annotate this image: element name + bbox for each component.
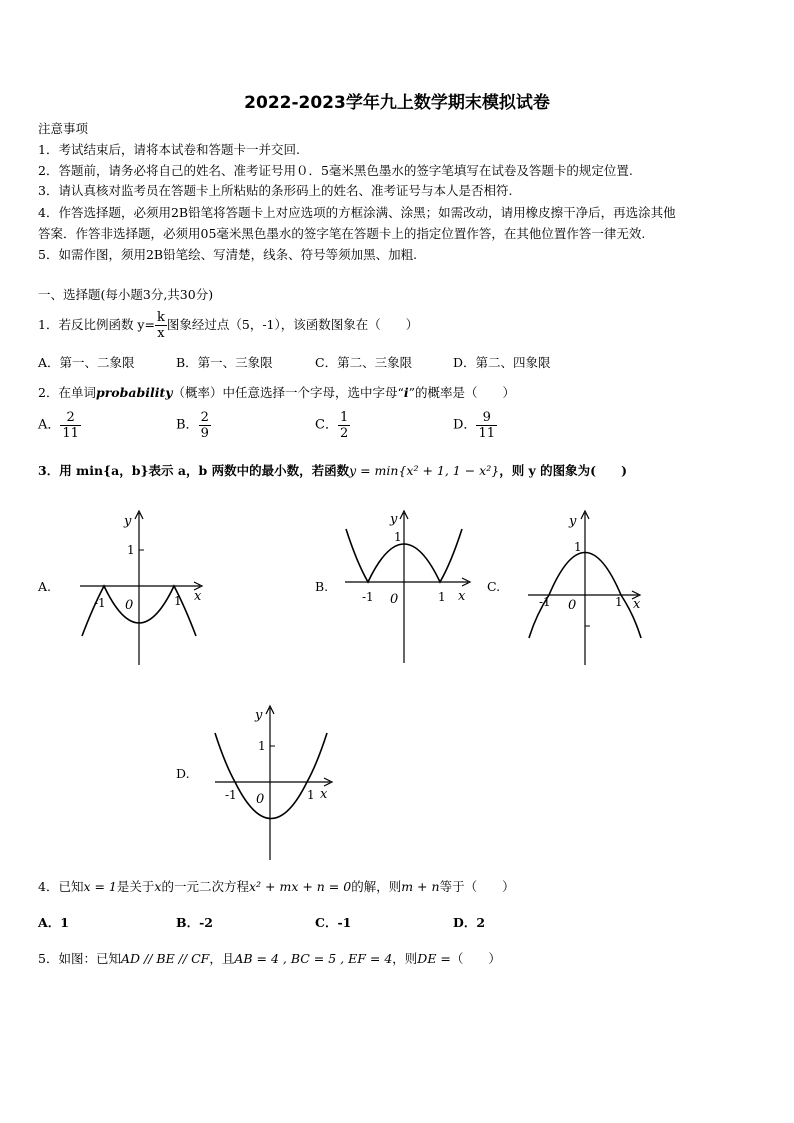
given-lengths: AB = 4 , BC = 5 , EF = 4 [234,951,393,966]
notice-item: 4．作答选择题，必须用2B铅笔将答题卡上对应选项的方框涂满、涂黑；如需改动，请用橡皮擦干净后，再选涂其他 [38,205,676,220]
x-label: x [194,589,202,604]
tick-label-neg-one: -1 [225,788,237,802]
notice-item: 5．如需作图，须用2B铅笔绘、写清楚，线条、符号等须加黑、加粗. [38,247,418,262]
tick-label-one-x: 1 [174,594,182,608]
fraction-denominator: 2 [339,426,349,441]
option-c [315,410,350,441]
x-label: x [633,597,641,612]
fraction-numerator: 2 [200,410,209,425]
origin-label: 0 [125,598,134,613]
option-d [453,410,497,441]
option-label: B． [176,417,199,433]
y-label: y [255,708,263,723]
tick-label-one-x: 1 [307,788,315,802]
graph-option-a-label: A. [38,579,52,594]
question-1 [38,308,418,342]
option-a [38,410,81,441]
letter-i: i [403,385,409,400]
question-3 [38,462,627,480]
graph-option-c [523,505,648,667]
option-label: C． [315,417,338,433]
option-a: A．1 [38,915,69,930]
tick-label-one: 1 [394,530,402,544]
word-probability: probability [95,385,173,400]
notice-item: 3．请认真核对监考员在答题卡上所粘贴的条形码上的姓名、准考证号与本人是否相符. [38,183,513,198]
x-label: x [458,589,466,604]
fraction-denominator: 11 [478,426,495,441]
option-c: C．-1 [315,915,352,930]
question-5-suffix: （ ） [450,951,501,966]
graph-option-d [205,700,345,862]
question-4-mid: 的解，则 [351,879,402,894]
tick-label-one: 1 [127,543,135,557]
option-label: A． [38,417,61,433]
tick-label-neg-one: -1 [539,595,551,609]
question-4 [38,878,515,896]
option-d: D．2 [453,915,486,930]
fraction-denominator: 11 [62,426,79,441]
y-label: y [124,514,132,529]
question-5-mid: ，且 [209,951,235,966]
option-b: B．-2 [176,915,213,930]
option-fraction [338,410,350,441]
y-label: y [390,512,398,527]
graph-option-d-label: D. [176,766,190,781]
question-4-suffix: 等于（ ） [439,879,515,894]
fraction-denominator: 9 [200,426,209,441]
function-formula: y = min{x² + 1, 1 − x²} [349,463,500,478]
condition: x = 1 [83,879,117,894]
question-2-suffix: ”的概率是（ ） [408,385,516,400]
question-4-mid: 是关于 [116,879,155,894]
origin-label: 0 [568,598,577,613]
graph-option-a [70,505,210,667]
question-5-prefix: 5．如图：已知 [38,951,121,966]
tick-label-one-x: 1 [615,595,623,609]
question-5-mid: ，则 [392,951,418,966]
question-2 [38,384,515,402]
x-label: x [320,787,328,802]
tick-label-neg-one: -1 [362,590,374,604]
graph-option-b-label: B. [315,579,329,594]
parallel-statement: AD // BE // CF [120,951,210,966]
variable: x [154,879,162,894]
y-label: y [569,514,577,529]
origin-label: 0 [256,792,265,807]
question-2-mid: （概率）中任意选择一个字母，选中字母“ [172,385,404,400]
notice-item: 1．考试结束后，请将本试卷和答题卡一并交回. [38,142,300,157]
question-1-suffix: 图象经过点（5，-1），该函数图象在（ ） [166,317,419,332]
tick-label-one-x: 1 [438,590,446,604]
fraction-numerator: 9 [476,410,497,426]
notice-heading: 注意事项 [38,121,89,136]
option-a: A．第一、二象限 [38,355,135,370]
fraction-numerator: k [156,310,165,325]
fraction-numerator: 2 [60,410,81,426]
equation: x² + mx + n = 0 [248,879,352,894]
asked-length: DE = [417,951,451,966]
option-fraction [476,410,497,441]
notice-item: 答案．作答非选择题，必须用05毫米黑色墨水的签字笔在答题卡上的指定位置作答，在其他位置作答一律无效. [38,226,646,241]
option-fraction [199,410,211,441]
question-5 [38,950,501,968]
option-label: D． [453,417,477,433]
origin-label: 0 [390,592,399,607]
question-4-prefix: 4．已知 [38,879,84,894]
graph-option-c-label: C. [487,579,501,594]
notice-item: 2．答题前，请务必将自己的姓名、准考证号用０．5毫米黑色墨水的签字笔填写在试卷及答题卡的规定位置. [38,163,633,178]
option-fraction [60,410,81,441]
expression: m + n [401,879,440,894]
question-3-prefix: 3．用 min{a，b}表示 a，b 两数中的最小数，若函数 [38,463,350,478]
fraction-denominator: x [157,326,165,341]
question-3-suffix: ，则 y 的图象为( ) [499,463,627,478]
option-b: B．第一、三象限 [176,355,273,370]
fraction-numerator: 1 [339,410,349,425]
fraction-k-over-x [155,310,167,341]
question-2-prefix: 2．在单词 [38,385,96,400]
option-b [176,410,211,441]
option-c: C．第二、三象限 [315,355,413,370]
question-1-prefix: 1．若反比例函数 y= [38,317,155,332]
tick-label-one: 1 [574,540,582,554]
tick-label-one: 1 [258,739,266,753]
question-4-mid: 的一元二次方程 [161,879,249,894]
graph-option-b [340,505,480,665]
section-heading: 一、选择题(每小题3分,共30分) [38,287,214,302]
option-d: D．第二、四象限 [453,355,551,370]
page-title: 2022-2023学年九上数学期末模拟试卷 [244,93,550,113]
tick-label-neg-one: -1 [94,596,106,610]
